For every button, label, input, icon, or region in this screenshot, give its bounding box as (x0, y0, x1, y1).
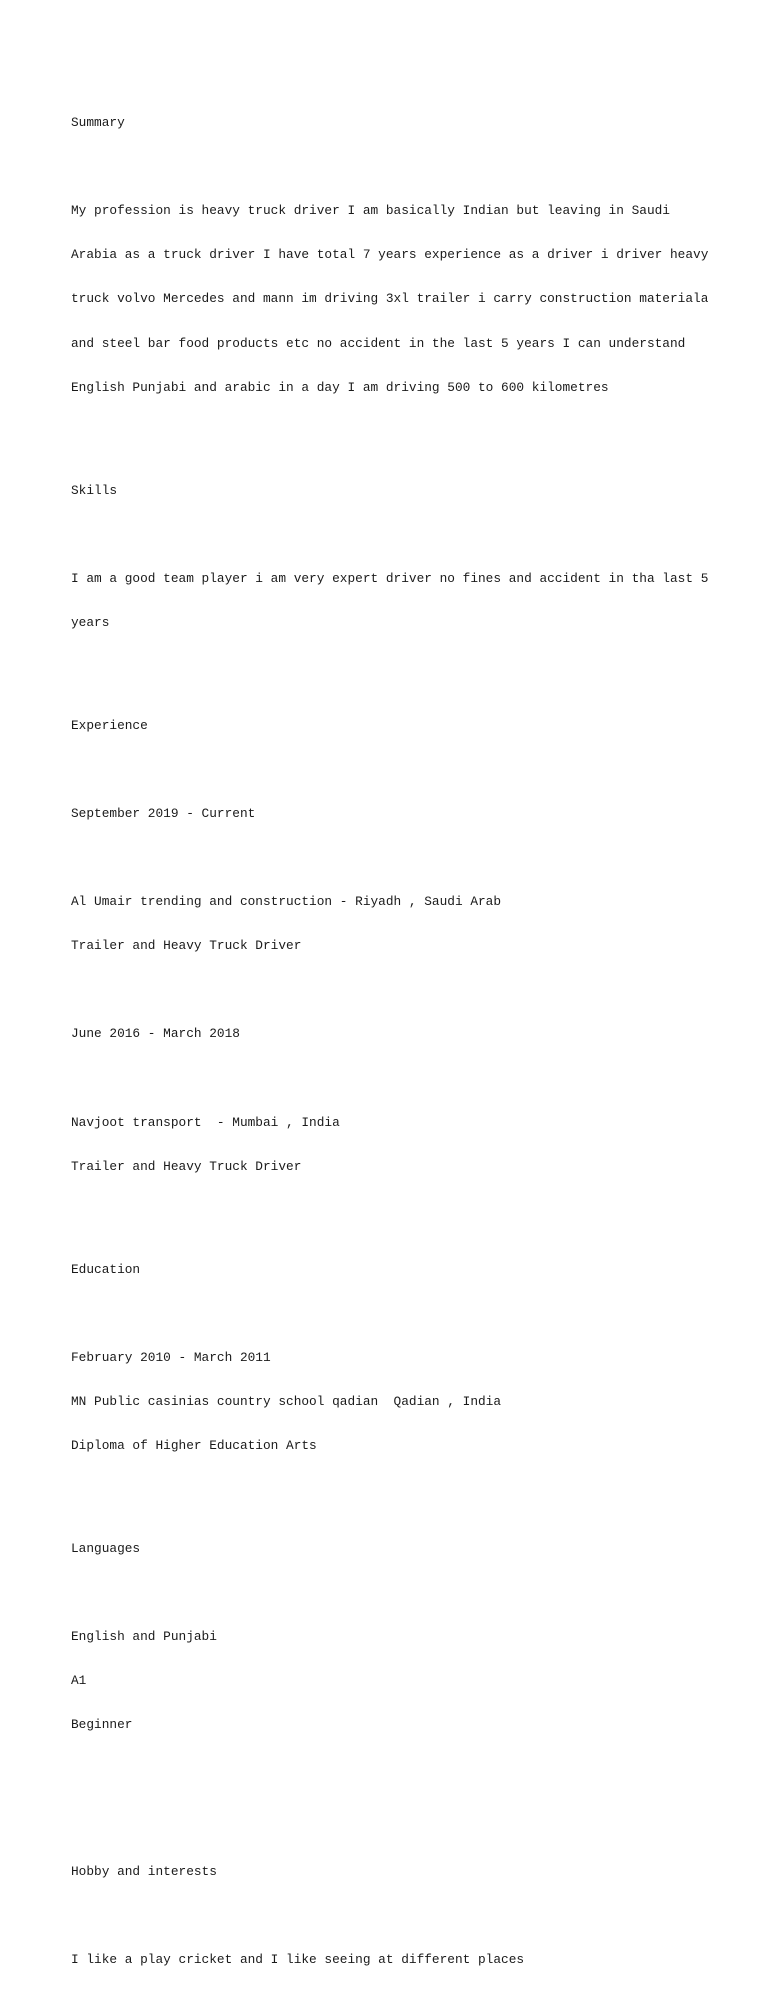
skills-line: I am a good team player i am very expert driver no fines and accident in tha last 5 (71, 570, 709, 586)
language-level-code: A1 (71, 1673, 87, 1689)
education-dates: February 2010 - March 2011 (71, 1349, 271, 1365)
hobbies-heading: Hobby and interests (71, 1864, 217, 1880)
language-level: Beginner (71, 1717, 133, 1733)
summary-heading: Summary (71, 115, 125, 131)
skills-line: years (71, 614, 110, 630)
job-role: Trailer and Heavy Truck Driver (71, 938, 302, 954)
summary-line: Arabia as a truck driver I have total 7 years experience as a driver i driver heavy (71, 247, 709, 263)
summary-line: truck volvo Mercedes and mann im driving 3xl trailer i carry construction materiala (71, 291, 709, 307)
languages-heading: Languages (71, 1540, 141, 1556)
resume-document (71, 72, 711, 1997)
education-heading: Education (71, 1261, 141, 1277)
summary-line: English Punjabi and arabic in a day I am driving 500 to 600 kilometres (71, 379, 609, 395)
job-role: Trailer and Heavy Truck Driver (71, 1158, 302, 1174)
skills-heading: Skills (71, 482, 118, 498)
summary-line: My profession is heavy truck driver I am basically Indian but leaving in Saudi (71, 203, 670, 219)
experience-heading: Experience (71, 717, 148, 733)
job-company: Navjoot transport - Mumbai , India (71, 1114, 340, 1130)
education-school: MN Public casinias country school qadian Qadian , India (71, 1393, 502, 1409)
education-degree: Diploma of Higher Education Arts (71, 1437, 317, 1453)
hobbies-text: I like a play cricket and I like seeing at different places (71, 1952, 525, 1968)
job-dates: September 2019 - Current (71, 805, 256, 821)
summary-line: and steel bar food products etc no accident in the last 5 years I can understand (71, 335, 686, 351)
language-name: English and Punjabi (71, 1629, 217, 1645)
job-company: Al Umair trending and construction - Riyadh , Saudi Arab (71, 894, 502, 910)
job-dates: June 2016 - March 2018 (71, 1026, 240, 1042)
